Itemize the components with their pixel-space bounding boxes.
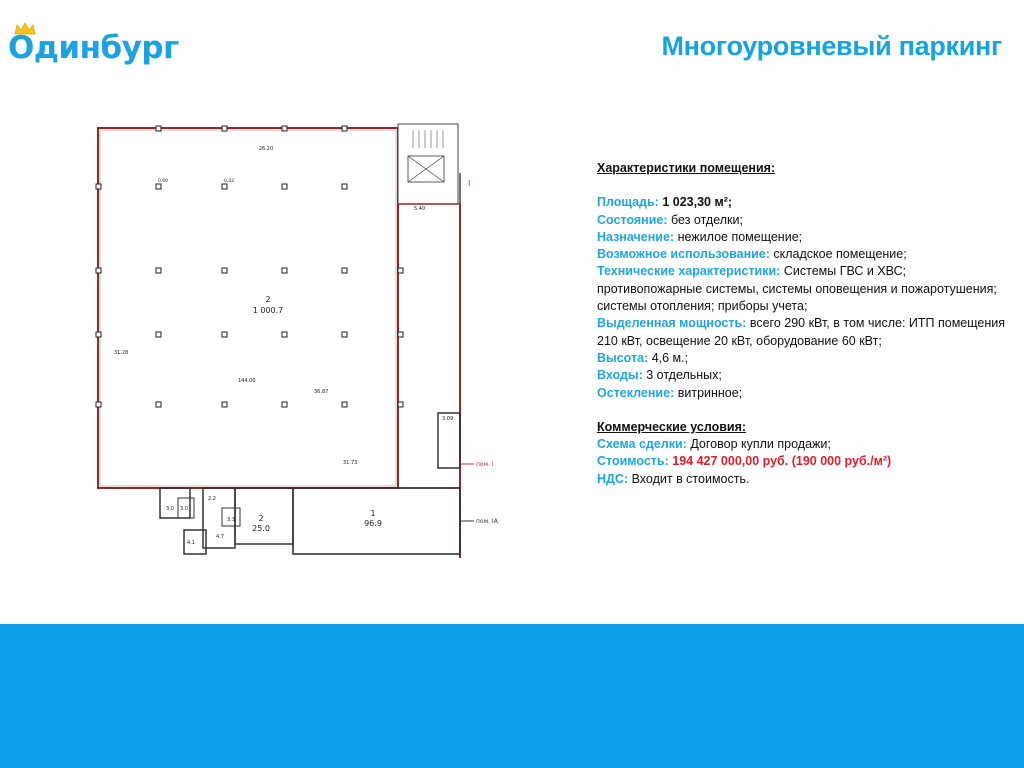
logo bbox=[8, 22, 179, 78]
info-row-deal: Схема сделки: Договор купли продажи; bbox=[597, 437, 831, 452]
label-pom-1: пом. I bbox=[476, 461, 494, 468]
floor-plan bbox=[88, 118, 498, 563]
info-row-purpose: Назначение: нежилое помещение; bbox=[597, 229, 803, 244]
info-row-usage: Возможное использование: складское помещение; bbox=[597, 247, 907, 262]
dim-left: 31.28 bbox=[114, 350, 129, 356]
room-small-number: 1 bbox=[370, 509, 376, 518]
room-f-area: 4.7 bbox=[216, 534, 224, 540]
info-row-area: Площадь: 1 023,30 м²; bbox=[597, 195, 733, 210]
dim-inner: 144.00 bbox=[238, 378, 256, 384]
property-info bbox=[597, 160, 1007, 488]
room-main-number: 2 bbox=[265, 295, 271, 304]
info-heading: Характеристики помещения: bbox=[597, 161, 776, 175]
footer-banner bbox=[0, 624, 1024, 768]
room-main-area: 1 000.7 bbox=[252, 306, 284, 315]
dim-corner: 3.09 bbox=[442, 416, 454, 422]
info-row-state: Состояние: без отделки; bbox=[597, 212, 743, 227]
page-title: Многоуровневый паркинг bbox=[661, 31, 1002, 61]
info-row-entrances: Входы: 3 отдельных; bbox=[597, 368, 722, 383]
room-tech-area: 25.0 bbox=[252, 524, 270, 533]
dim-vert: 36.87 bbox=[314, 389, 329, 395]
room-e-area: 2.2 bbox=[208, 496, 216, 502]
logo-text: Одинбург bbox=[8, 30, 179, 66]
room-small-area: 96.9 bbox=[364, 519, 382, 528]
info-row-height: Высота: 4,6 м.; bbox=[597, 350, 689, 365]
room-a-area: 3.0 bbox=[166, 506, 174, 512]
dim-top: 26.20 bbox=[258, 146, 274, 152]
info-row-tech: Технические характеристики: Системы ГВС и ХВС; противопожарные системы, системы оповещения и пожаротушения; системы отопления; приборы учета; bbox=[597, 264, 997, 314]
room-b-area: 3.0 bbox=[180, 506, 188, 512]
info-row-vat: НДС: Входит в стоимость. bbox=[597, 471, 750, 486]
info-row-glazing: Остекление: витринное; bbox=[597, 385, 743, 400]
label-pom-1a: пом. IA bbox=[476, 518, 498, 525]
dim-stair: 5.40 bbox=[414, 206, 426, 212]
room-d-area: 4.1 bbox=[187, 540, 195, 546]
commercial-heading: Коммерческие условия: bbox=[597, 419, 747, 434]
dim-bottom: 31.73 bbox=[343, 460, 358, 466]
room-c-area: 3.3 bbox=[227, 517, 235, 523]
room-tech-number: 2 bbox=[258, 514, 264, 523]
info-row-price: Стоимость: 194 427 000,00 руб. (190 000 руб./м²) bbox=[597, 454, 892, 469]
col-label-b: 0.42 bbox=[224, 179, 235, 184]
info-row-power: Выделенная мощность: всего 290 кВт, в том числе: ИТП помещения 210 кВт, освещение 20 кВт, оборудование 60 кВт; bbox=[597, 316, 1005, 348]
svg-text:I: I bbox=[468, 179, 471, 188]
col-label-a: 0.60 bbox=[158, 179, 169, 184]
